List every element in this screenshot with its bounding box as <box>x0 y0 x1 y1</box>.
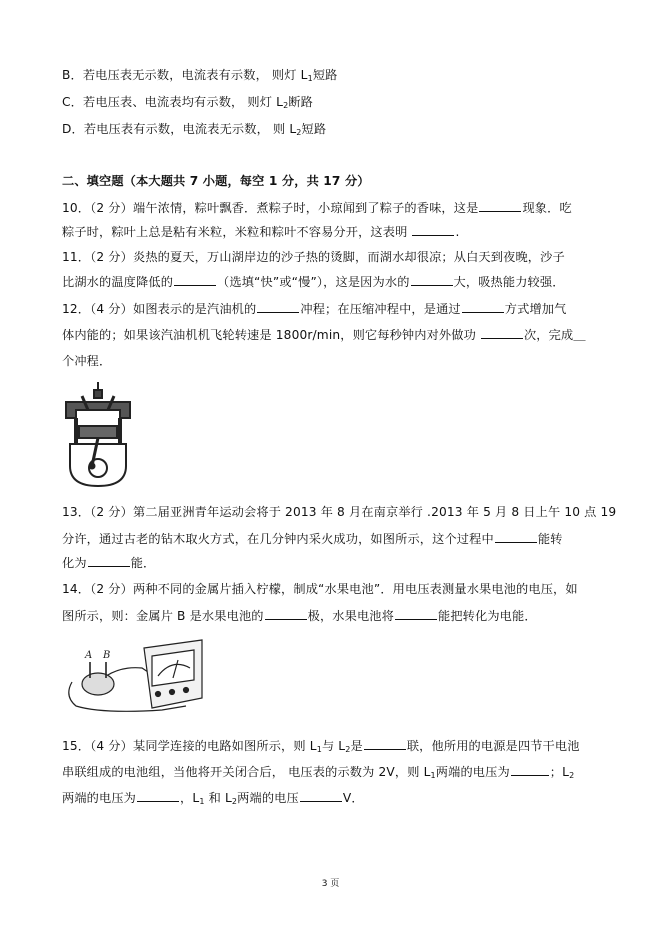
q13-text-d: 能． <box>130 556 156 570</box>
q15-blank-2[interactable] <box>511 761 549 776</box>
q10-blank-1[interactable] <box>479 197 521 212</box>
q15-sub-2: 2 <box>345 745 351 754</box>
terminal-2 <box>170 690 175 695</box>
q15-blank-4[interactable] <box>300 787 342 802</box>
q10-line-1 <box>62 197 572 218</box>
q13-line-3 <box>62 552 155 573</box>
q15-text-h: 两端的电压为 <box>62 791 137 805</box>
option-c-subscript: 2 <box>283 101 289 110</box>
q14-line-1: 14．（2 分）两种不同的金属片插入柠檬，制成“水果电池”．用电压表测量水果电池的电压，如 <box>62 582 578 596</box>
q15-sub-3: 1 <box>430 771 436 780</box>
q10-text-c: 粽子时，粽叶上总是粘有米粒，米粒和粽叶不容易分开，这表明 <box>62 225 412 239</box>
q14-line-2 <box>62 605 537 626</box>
terminal-3 <box>184 688 189 693</box>
q10-line-2 <box>62 221 460 242</box>
q13-blank-2[interactable] <box>88 552 130 567</box>
q12-line-3: 个冲程． <box>62 354 112 368</box>
q14-text-c: 能把转化为电能． <box>438 609 537 623</box>
q14-text-b: 极，水果电池将 <box>307 609 394 623</box>
engine-cylinder-figure <box>62 380 134 488</box>
q10-blank-2[interactable] <box>412 221 454 236</box>
q13-blank-1[interactable] <box>495 528 537 543</box>
crankcase <box>70 444 126 486</box>
option-b-suffix: 短路 <box>312 68 338 82</box>
q12-text-e: 次，完成＿ <box>523 328 586 342</box>
terminal-1 <box>156 692 161 697</box>
q15-sub-5: 1 <box>199 797 205 806</box>
q12-text-a: 12．（4 分）如图表示的是汽油机的 <box>62 302 257 316</box>
q12-text-c: 方式增加气 <box>504 302 567 316</box>
q12-line-1 <box>62 298 566 319</box>
q15-blank-1[interactable] <box>364 735 406 750</box>
option-c-text: C．若电压表、电流表均有示数， 则灯 L <box>62 95 284 109</box>
q11-blank-2[interactable] <box>411 271 453 286</box>
q15-text-i: ，L <box>180 791 200 805</box>
q11-blank-1[interactable] <box>174 271 216 286</box>
q15-text-j: 和 L <box>204 791 232 805</box>
q14-blank-1[interactable] <box>265 605 307 620</box>
piston <box>79 426 117 438</box>
voltmeter-dial <box>152 650 194 686</box>
q15-sub-6: 2 <box>231 797 238 806</box>
option-b-subscript: 1 <box>307 74 313 83</box>
q15-sub-4: 2 <box>569 771 575 780</box>
q15-line-3 <box>62 787 364 808</box>
fig-label-a: A <box>85 650 93 661</box>
q15-text-k: 两端的电压 <box>237 791 299 805</box>
q12-blank-1[interactable] <box>257 298 299 313</box>
q13-text-c: 化为 <box>62 556 87 570</box>
q11-text-c: 大，吸热能力较强． <box>453 275 565 289</box>
q12-blank-2[interactable] <box>462 298 504 313</box>
q12-text-d: 体内能的；如果该汽油机机飞轮转速是 1800r/min，则它每秒钟内对外做功 <box>62 328 480 342</box>
option-d-text: D．若电压表有示数，电流表无示数， 则 L <box>62 122 297 136</box>
lemon <box>82 673 114 695</box>
option-d-suffix: 短路 <box>301 122 327 136</box>
q15-text-f: 两端的电压为 <box>435 765 510 779</box>
q13-line-1: 13．（2 分）第二届亚洲青年运动会将于 2013 年 8 月在南京举行 .2013 年 5 月 8 日上午 10 点 19 <box>62 505 617 519</box>
q15-text-a: 15．（4 分）某同学连接的电路如图所示，则 L <box>62 739 317 753</box>
q14-text-a: 图所示，则：金属片 B 是水果电池的 <box>62 609 264 623</box>
q13-text-b: 能转 <box>537 532 563 546</box>
q11-line-1: 11．（2 分）炎热的夏天，万山湖岸边的沙子热的烫脚，而湖水却很凉；从白天到夜晚，沙子 <box>62 250 565 264</box>
page-number: 3 页 <box>321 879 340 889</box>
fruit-battery-figure <box>62 636 208 716</box>
q14-blank-2[interactable] <box>395 605 437 620</box>
q10-text-d: . <box>455 225 460 239</box>
option-d-subscript: 2 <box>296 128 302 137</box>
q15-text-e: 串联组成的电池组，当他将开关闭合后， 电压表的示数为 2V，则 L <box>62 765 431 779</box>
fig-label-b: B <box>103 650 111 661</box>
q15-blank-3[interactable] <box>137 787 179 802</box>
q12-line-2 <box>62 324 586 345</box>
q15-text-l: V． <box>342 791 364 805</box>
q15-line-1 <box>62 735 580 756</box>
q11-line-2 <box>62 271 565 292</box>
q15-text-g: ；L <box>549 765 570 779</box>
q10-text-a: 10．（2 分）端午浓情，粽叶飘香．煮粽子时，小琼闻到了粽子的香味，这是 <box>62 201 479 215</box>
option-c <box>62 92 313 112</box>
option-b-text: B．若电压表无示数，电流表有示数， 则灯 L <box>62 68 308 82</box>
option-d <box>62 119 326 139</box>
cylinder-head <box>66 402 130 418</box>
q10-text-b: 现象．吃 <box>522 201 572 215</box>
q15-text-c: 是 <box>350 739 363 753</box>
q15-line-2 <box>62 761 574 782</box>
q15-text-d: 联，他所用的电源是四节干电池 <box>406 739 580 753</box>
q13-text-a: 分许，通过古老的钻木取火方式，在几分钟内采火成功，如图所示，这个过程中 <box>62 532 494 546</box>
q11-text-a: 比湖水的温度降低的 <box>62 275 174 289</box>
q15-text-b: 与 L <box>321 739 346 753</box>
q12-blank-3[interactable] <box>481 324 523 339</box>
option-c-suffix: 断路 <box>288 95 313 109</box>
spark-plug <box>94 390 102 398</box>
q11-text-b: （选填“快”或“慢”），这是因为水的 <box>217 275 410 289</box>
option-b <box>62 65 338 85</box>
section-heading: 二、填空题（本大题共 7 小题，每空 1 分，共 17 分） <box>62 174 370 188</box>
q13-line-2 <box>62 528 563 549</box>
q15-sub-1: 1 <box>316 745 322 754</box>
q12-text-b: 冲程；在压缩冲程中，是通过 <box>300 302 461 316</box>
